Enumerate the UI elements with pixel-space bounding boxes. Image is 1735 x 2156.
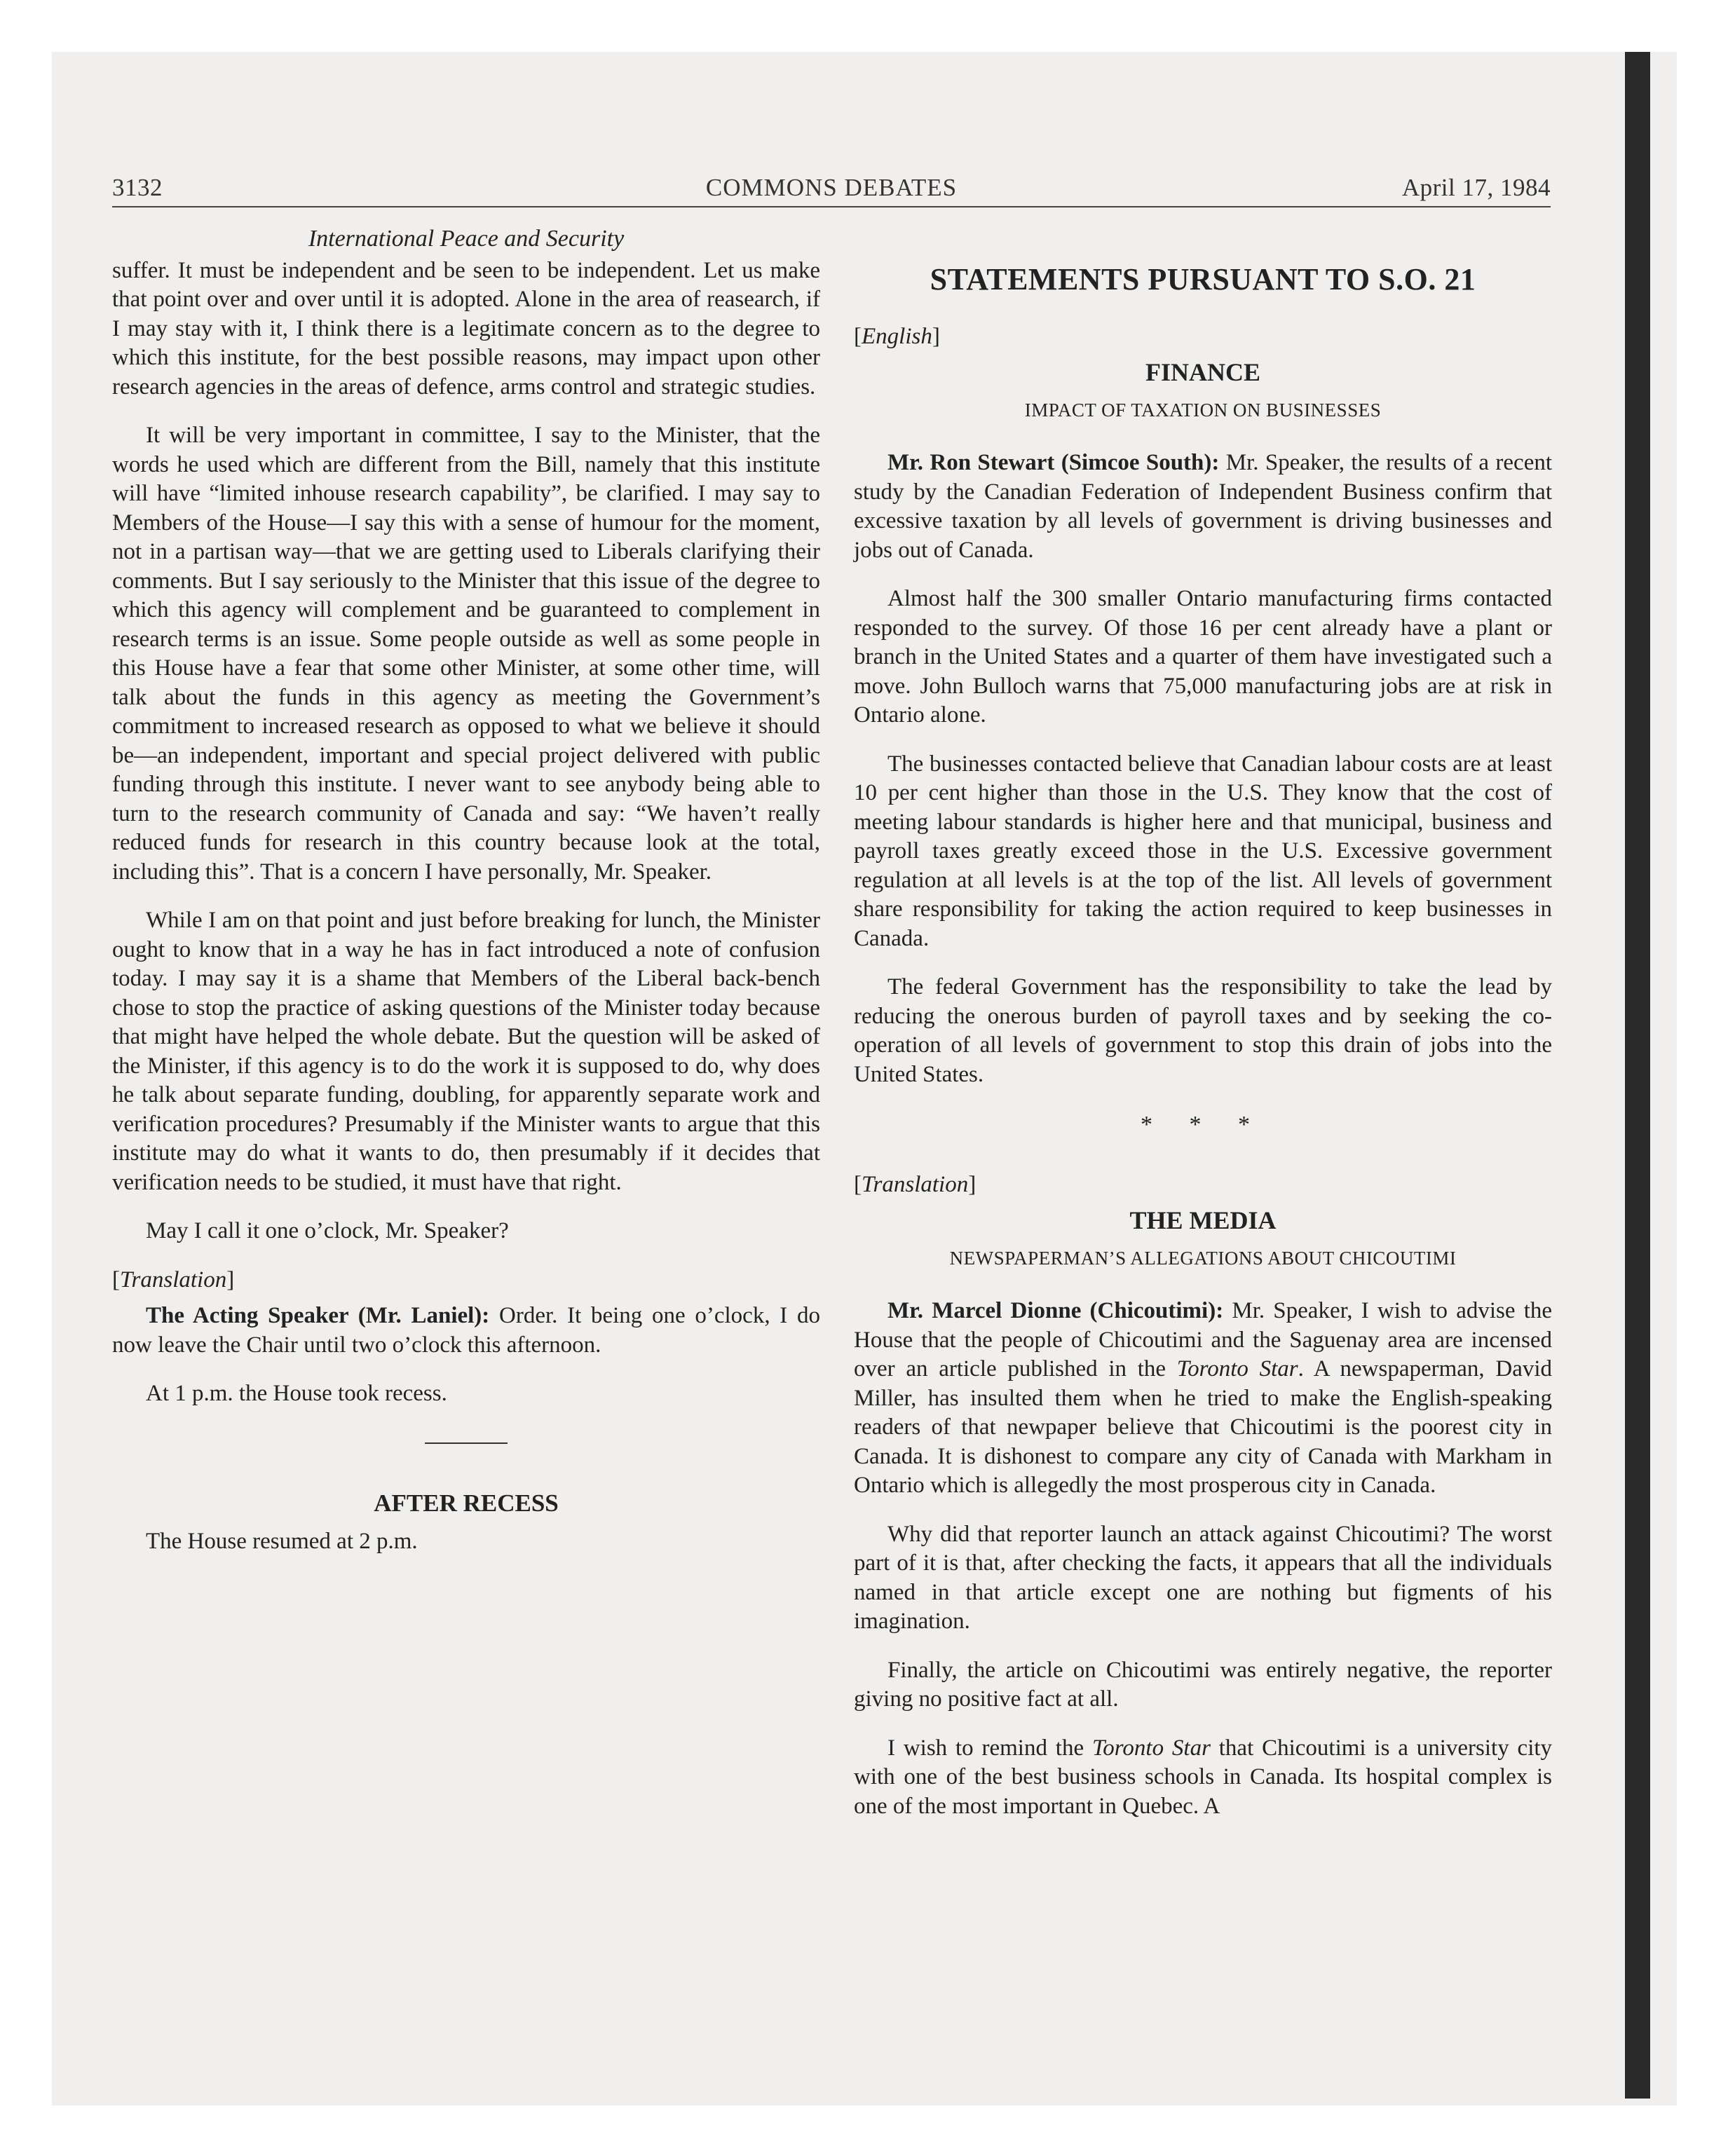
paragraph: suffer. It must be independent and be seen to be independent. Let us make that point over and over until it is adopted. Alone in the area of reasearch, if I may stay with it, I think there is a legitimate concern as to the degree to which this institute, for the best possible reasons, may impact upon other research agencies in the areas of defence, arms control and strategic studies. — [112, 257, 820, 400]
right-column — [854, 224, 1552, 1841]
section-heading: THE MEDIA — [1129, 1206, 1277, 1234]
section-subheading: IMPACT OF TAXATION ON BUSINESSES — [1024, 399, 1382, 421]
header-rule — [112, 206, 1551, 207]
paragraph: I wish to remind the Toronto Star that Chicoutimi is a university city with one of the best business schools in Canada. Its hospital complex is one of the most important in Quebec. A — [854, 1735, 1553, 1819]
newspaper-name: Toronto Star — [1091, 1735, 1211, 1761]
section-divider — [425, 1442, 508, 1444]
paragraph: Why did that reporter launch an attack against Chicoutimi? The worst part of it is that, after checking the facts, it appears that all the individuals named in that article except one are nothing but figments of his imagination. — [854, 1521, 1552, 1634]
speaker-text: Mr. Speaker, the results of a recent study by the Canadian Federation of Independent Business confirm that excessive taxation by all levels of government is driving businesses and jobs out of Canada. — [854, 450, 1553, 563]
publication-title: COMMONS DEBATES — [705, 174, 958, 201]
page-header — [112, 174, 1551, 207]
paragraph: The House resumed at 2 p.m. — [146, 1529, 418, 1554]
main-heading: STATEMENTS PURSUANT TO S.O. 21 — [930, 262, 1476, 296]
section-heading: FINANCE — [1145, 358, 1260, 386]
section-subheading: NEWSPAPERMAN’S ALLEGATIONS ABOUT CHICOUTIMI — [949, 1247, 1457, 1269]
paragraph: While I am on that point and just before breaking for lunch, the Minister ought to know that in a way he has in fact introduced a note of confusion today. I may say it is a shame that Members of the Liberal back-bench chose to stop the practice of asking questions of the Minister today because that might have helped the whole debate. But the question will be asked of the Minister, if this agency is to do the work it is supposed to do, why does he talk about separate funding, doubling, for apparently separate work and verification procedures? Presumably if the Minister wants to argue that this institute may do what it wants to do, then presumably if it decides that verification needs to be studied, it must have that right. — [112, 908, 820, 1195]
language-label: [Translation] — [112, 1267, 235, 1292]
binding-edge — [1625, 52, 1650, 2099]
speaker-name: Mr. Marcel Dionne (Chicoutimi): — [887, 1298, 1224, 1323]
speaker-paragraph: Mr. Marcel Dionne (Chicoutimi): Mr. Speaker, I wish to advise the House that the people of Chicoutimi and the Saguenay area are incensed over an article published in the Toronto Star. A newspaperman, David Miller, has insulted them when he tried to make the English-speaking readers of that newpaper believe that Chicoutimi is the poorest city in Canada. It is dishonest to compare any city of Canada with Markham in Ontario which is allegedly the most prosperous city in Canada. — [854, 1298, 1553, 1498]
speaker-name: The Acting Speaker (Mr. Laniel): — [146, 1303, 490, 1328]
speaker-name: Mr. Ron Stewart (Simcoe South): — [887, 450, 1220, 475]
paragraph: Almost half the 300 smaller Ontario manufacturing firms contacted responded to the survey. Of those 16 per cent already have a plant or branch in the United States and a quarter of them have investigated such a move. John Bulloch warns that 75,000 manufacturing jobs are at risk in Ontario alone. — [854, 586, 1552, 728]
page-date: April 17, 1984 — [1401, 174, 1551, 201]
paragraph: May I call it one o’clock, Mr. Speaker? — [146, 1218, 509, 1243]
language-label: [English] — [854, 323, 940, 349]
after-recess-heading: AFTER RECESS — [374, 1489, 559, 1517]
separator-stars: * * * — [1141, 1112, 1265, 1138]
left-column — [112, 224, 820, 1576]
speaker-text: Order. It being one o’clock, I do now leave the Chair until two o’clock this afternoon. — [112, 1303, 820, 1358]
paragraph: The federal Government has the responsibility to take the lead by reducing the onerous burden of payroll taxes and by seeking the co-operation of all levels of government to stop this drain of jobs into the United States. — [854, 974, 1552, 1087]
paragraph: It will be very important in committee, I say to the Minister, that the words he used which are different from the Bill, namely that this institute will have “limited inhouse research capability”, be clarified. I may say to Members of the House—I say this with a sense of humour for the moment, not in a partisan way—that we are getting used to Liberals clarifying their comments. But I say seriously to the Minister that this issue of the degree to which this agency will complement and be guaranteed to complement in research terms is an issue. Some people outside as well as some people in this House have a fear that some other Minister, at some other time, will talk about the funds in this agency as meeting the Government’s commitment to increased research as opposed to what we believe it should be—an independent, important and special project delivered with public funding through this institute. I never want to see anybody being able to turn to the research community of Canada and say: “We haven’t really reduced funds for research in this country because look at the total, including this”. That is a concern I have personally, Mr. Speaker. — [112, 423, 820, 885]
language-label: [Translation] — [854, 1171, 977, 1197]
page-number: 3132 — [112, 174, 163, 201]
speaker-paragraph — [854, 449, 1552, 565]
running-head: International Peace and Security — [308, 226, 625, 252]
speaker-paragraph — [112, 1302, 820, 1360]
paragraph: At 1 p.m. the House took recess. — [146, 1381, 447, 1406]
paragraph: Finally, the article on Chicoutimi was entirely negative, the reporter giving no positive fact at all. — [854, 1657, 1552, 1712]
newspaper-name: Toronto Star — [1176, 1356, 1298, 1381]
paragraph: The businesses contacted believe that Canadian labour costs are at least 10 per cent higher than those in the U.S. They know that the cost of meeting labour standards is higher here and that municipal, business and payroll taxes greatly exceed those in the U.S. Excessive government regulation at all levels is at the top of the list. All levels of government share responsibility for taking the action required to keep businesses in Canada. — [854, 751, 1552, 951]
